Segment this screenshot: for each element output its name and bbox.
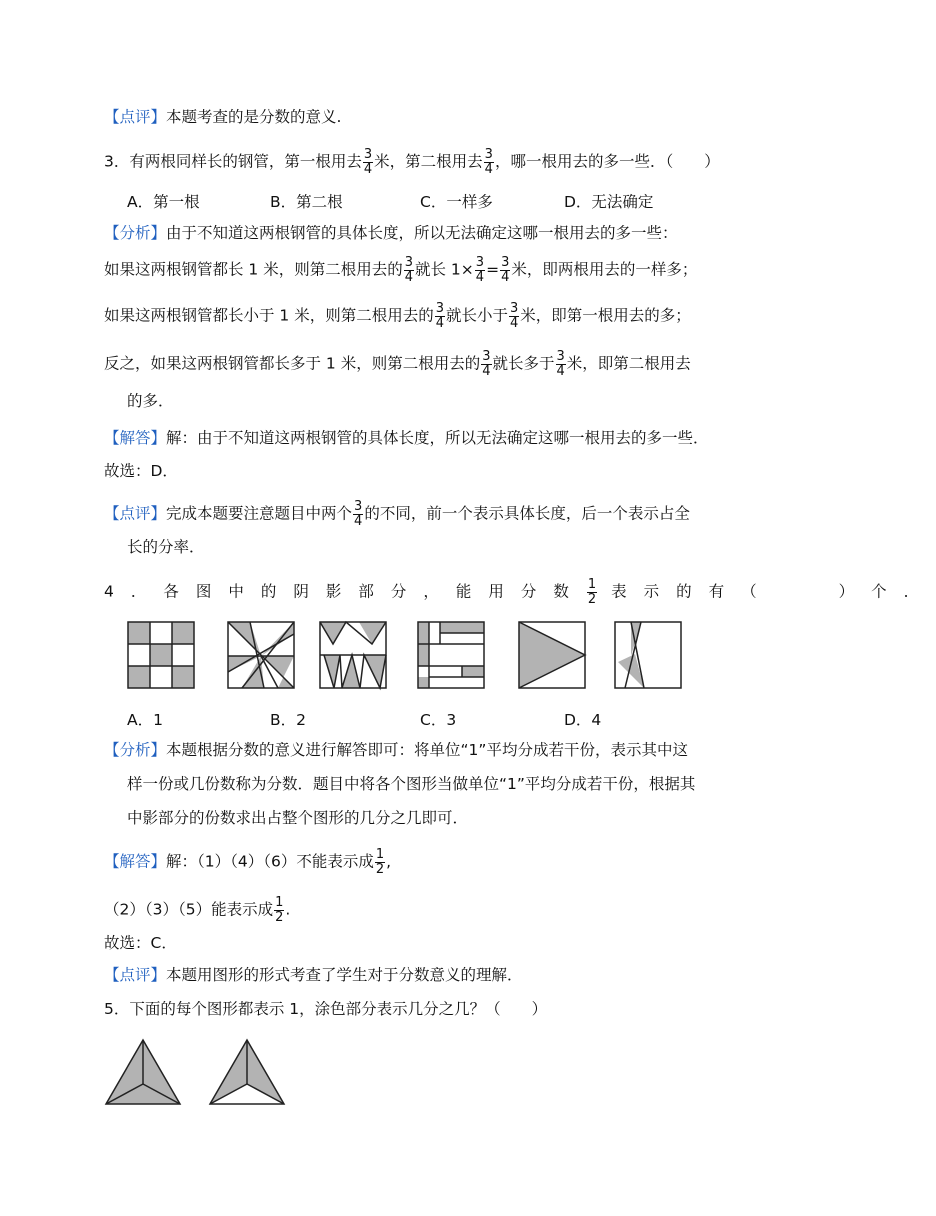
q3-review-2: 长的分率．	[127, 538, 205, 556]
comma: ,	[386, 852, 392, 871]
analysis-text: 由于不知道这两根钢管的具体长度，所以无法确定这哪一根用去的多一些：	[166, 224, 678, 242]
q4-stem	[104, 578, 936, 606]
q3-analysis-2	[104, 256, 697, 284]
q4-answer-2	[104, 896, 290, 924]
option-a[interactable]: A．第一根	[127, 193, 200, 211]
option-b[interactable]: B．第二根	[270, 193, 343, 211]
analysis-tag: 【分析】	[104, 224, 167, 242]
q3-stem	[104, 148, 720, 176]
analysis-text: 米，即两根用去的一样多；	[511, 260, 698, 279]
fraction-3-4: $\frac{3}{4}$	[404, 255, 413, 285]
q5-figure-1	[106, 1040, 180, 1106]
equals-sign: =	[486, 260, 500, 279]
fraction-1-2: $\frac{1}{2}$	[587, 577, 597, 607]
answer-tag: 【解答】	[104, 429, 167, 447]
q3-analysis-4	[104, 350, 691, 378]
answer-tag: 【解答】	[104, 852, 167, 871]
review-text: 本题用图形的形式考查了学生对于分数意义的理解．	[166, 966, 523, 984]
q4-analysis-1	[104, 743, 688, 759]
fraction-3-4: $\frac{3}{4}$	[510, 301, 519, 331]
q3-analysis-1	[104, 226, 678, 242]
q5-stem: 5．下面的每个图形都表示 1，涂色部分表示几分之几？（ ）	[104, 1000, 548, 1018]
q3-answer	[104, 431, 709, 447]
stem-text: 表示的有（ ）个．	[611, 582, 936, 601]
fraction-3-4: $\frac{3}{4}$	[501, 255, 510, 285]
review-tag: 【点评】	[104, 504, 167, 523]
option-d[interactable]: D．4	[564, 711, 602, 729]
review-text: 本题考查的是分数的意义.	[166, 108, 342, 126]
figure-2	[228, 622, 294, 688]
q4-review	[104, 968, 523, 984]
fraction-3-4: $\frac{3}{4}$	[482, 349, 491, 379]
review-tag: 【点评】	[104, 108, 167, 126]
stem-text: ，哪一根用去的多一些．（ ）	[494, 152, 720, 171]
q4-choose: 故选：C．	[104, 934, 177, 952]
q3-analysis-3	[104, 302, 691, 330]
fraction-3-4: $\frac{3}{4}$	[475, 255, 485, 285]
answer-text: 解：（1）（4）（6）不能表示成	[166, 852, 374, 871]
fraction-3-4: $\frac{3}{4}$	[484, 147, 493, 177]
review-text: 的不同，前一个表示具体长度，后一个表示占全	[364, 504, 690, 523]
q5-figure-2	[210, 1040, 284, 1106]
fraction-3-4: $\frac{3}{4}$	[435, 301, 444, 331]
fraction-3-4: $\frac{3}{4}$	[354, 499, 363, 529]
analysis-text: 就长 1×	[415, 260, 474, 279]
option-c[interactable]: C．3	[420, 711, 457, 729]
analysis-text: 米，即第一根用去的多；	[520, 306, 691, 325]
answer-text: 解：由于不知道这两根钢管的具体长度，所以无法确定这哪一根用去的多一些．	[166, 429, 709, 447]
q3-choose: 故选：D．	[104, 462, 178, 480]
period: .	[285, 900, 291, 919]
option-a[interactable]: A．1	[127, 711, 163, 729]
option-b[interactable]: B．2	[270, 711, 306, 729]
fraction-3-4: $\frac{3}{4}$	[556, 349, 565, 379]
q3-analysis-5: 的多．	[127, 392, 174, 410]
q4-answer-1	[104, 848, 391, 876]
stem-text: 3．有两根同样长的钢管，第一根用去	[104, 152, 362, 171]
q4-analysis-3: 中影部分的份数求出占整个图形的几分之几即可．	[127, 809, 469, 827]
figure-6	[615, 622, 681, 688]
answer-text: （2）（3）（5）能表示成	[104, 900, 274, 919]
q4-analysis-2: 样一份或几份数称为分数．题目中将各个图形当做单位“1”平均分成若干份，根据其	[127, 775, 696, 793]
analysis-text: 如果这两根钢管都长小于 1 米，则第二根用去的	[104, 306, 434, 325]
analysis-text: 反之，如果这两根钢管都长多于 1 米，则第二根用去的	[104, 354, 481, 373]
analysis-text: 就长多于	[492, 354, 555, 373]
fraction-1-2: $\frac{1}{2}$	[275, 895, 284, 925]
review-tag: 【点评】	[104, 966, 167, 984]
review-text: 完成本题要注意题目中两个	[166, 504, 353, 523]
analysis-text: 如果这两根钢管都长 1 米，则第二根用去的	[104, 260, 403, 279]
option-d[interactable]: D．无法确定	[564, 193, 654, 211]
analysis-tag: 【分析】	[104, 741, 167, 759]
analysis-text: 就长小于	[446, 306, 509, 325]
q3-review	[104, 500, 690, 528]
figure-1	[128, 622, 194, 688]
figure-5	[519, 622, 585, 688]
fraction-3-4: $\frac{3}{4}$	[363, 147, 373, 177]
option-c[interactable]: C．一样多	[420, 193, 493, 211]
fraction-1-2: $\frac{1}{2}$	[375, 847, 385, 877]
stem-text: 米，第二根用去	[374, 152, 483, 171]
analysis-text: 本题根据分数的意义进行解答即可：将单位“1”平均分成若干份，表示其中这	[166, 741, 688, 759]
stem-text: 4．各图中的阴影部分，能用分数	[104, 582, 586, 601]
analysis-text: 米，即第二根用去	[566, 354, 691, 373]
figure-3	[320, 622, 386, 688]
figure-4	[418, 622, 484, 688]
q2-review	[104, 110, 341, 126]
